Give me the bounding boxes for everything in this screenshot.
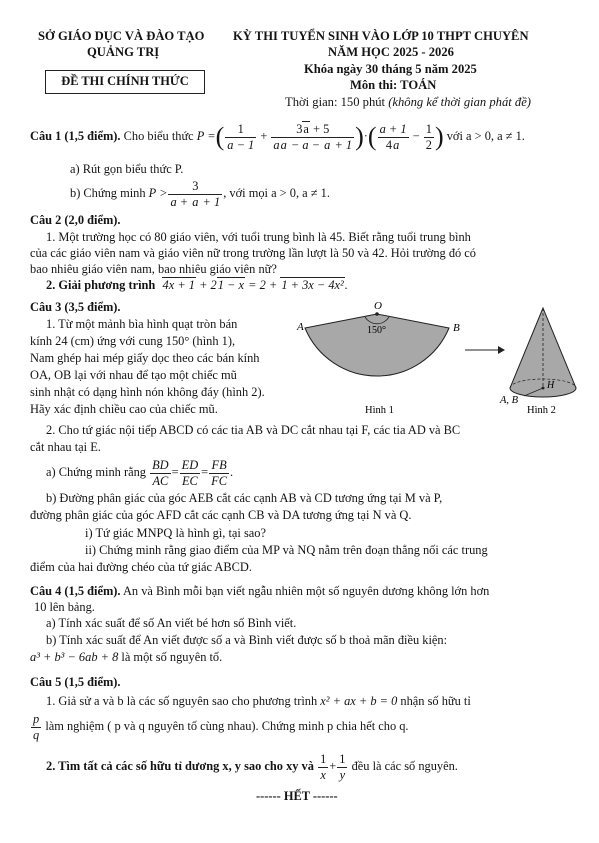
q5-title: Câu 5 (1,5 điểm). <box>30 675 121 689</box>
q5-equation: x² + ax + b = 0 <box>320 694 398 708</box>
q1-statement: Câu 1 (1,5 điểm). Cho biểu thức P = ( $\frac{1}{a - 1}$ + $\frac{3a + 5}{aa - a - a + 1}$ ) · ( $\frac{a + 1}{4a}$ − $\frac{1}{2}$ ) với a > 0, a ≠ 1. <box>30 122 525 152</box>
q3-p1-line6: Hãy xác định chiều cao của chiếc mũ. <box>30 402 218 416</box>
fig1-caption: Hình 1 <box>365 405 394 416</box>
q3-b-line2: đường phân giác của góc AFD cắt các cạnh CB và DA tương ứng tại N và Q. <box>30 508 412 522</box>
arrow-icon <box>465 346 505 354</box>
q4-b-line2 <box>30 650 222 666</box>
exam-date: Khóa ngày 30 tháng 5 năm 2025 <box>304 62 477 76</box>
q5-p1-post: nhận số hữu tỉ <box>400 694 471 708</box>
q3-p1-line1: 1. Từ một mảnh bìa hình quạt tròn bán <box>46 317 238 331</box>
q5-p2-post: đều là các số nguyên. <box>351 759 458 774</box>
official-exam-box: ĐỀ THI CHÍNH THỨC <box>45 70 205 94</box>
fig2-cone <box>510 308 576 397</box>
q3-b-line1: b) Đường phân giác của góc AEB cắt các cạnh AB và CD tương ứng tại M và P, <box>46 491 443 505</box>
q1-condition: với a > 0, a ≠ 1. <box>446 129 525 144</box>
q3-p2-line2: cắt nhau tại E. <box>30 440 101 454</box>
q1-title: Câu 1 (1,5 điểm). <box>30 129 121 144</box>
q4-line1 <box>30 584 489 600</box>
q4-title: Câu 4 (1,5 điểm). <box>30 584 121 598</box>
q3-b-ii-line2: điểm của hai đường chéo của tứ giác ABCD. <box>30 560 252 574</box>
label-B: B <box>453 322 460 334</box>
q2-p1-line2: của các giáo viên nam và giáo viên nữ trong trường lần lượt là 50 và 42. Hỏi trường đó có <box>30 246 477 260</box>
q2-part-2 <box>46 278 348 294</box>
label-A: A <box>297 321 304 333</box>
q3-title: Câu 3 (3,5 điểm). <box>30 300 121 314</box>
q5-p1-line1 <box>46 694 471 710</box>
q5-part-2: 2. Tìm tất cả các số hữu tỉ dương x, y sao cho xy và $\frac{1}{x}$ + $\frac{1}{y}$ đều là các số nguyên. <box>46 752 458 782</box>
q3-figures <box>295 300 580 418</box>
q1-expression: P = <box>196 129 216 144</box>
q3-p1-line3: Nam ghép hai mép giấy dọc theo các bán kính <box>30 351 260 365</box>
fig1-sector <box>305 312 449 376</box>
label-O: O <box>374 300 382 312</box>
subject: Môn thi: TOÁN <box>350 78 437 92</box>
q4-intro: An và Bình mỗi bạn viết ngẫu nhiên một số nguyên dương không lớn hơn <box>122 584 490 598</box>
q4-part-a: a) Tính xác suất để số An viết bé hơn số Bình viết. <box>46 616 297 630</box>
q5-p1-pre: 1. Giả sử a và b là các số nguyên sao cho phương trình <box>46 694 318 708</box>
q2-p1-line1: 1. Một trường học có 80 giáo viên, với tuổi trung bình là 45. Biết rằng tuổi trung bình <box>46 230 471 244</box>
exam-time <box>285 95 531 111</box>
q1-part-b: b) Chứng minh P > $\frac{3}{a + a + 1}$ , với mọi a > 0, a ≠ 1. <box>70 179 330 209</box>
label-AB: A, B <box>500 395 519 406</box>
q3-b-i: i) Tứ giác MNPQ là hình gì, tại sao? <box>85 526 266 540</box>
exam-title: KỲ THI TUYỂN SINH VÀO LỚP 10 THPT CHUYÊN <box>233 29 529 43</box>
fig2-caption: Hình 2 <box>527 405 556 416</box>
time-label: Thời gian: 150 phút <box>285 95 386 109</box>
q3-p1-line2: kính 24 (cm) ứng với cung 150° (hình 1), <box>30 334 236 348</box>
q5-p2-pre: 2. Tìm tất cả các số hữu tỉ dương x, y sao cho xy và <box>46 759 314 774</box>
q1-intro: Cho biểu thức <box>123 129 194 144</box>
q1-b-pre: b) Chứng minh <box>70 186 146 201</box>
q4-expression: a³ + b³ − 6ab + 8 <box>30 650 119 664</box>
label-angle: 150° <box>367 325 386 336</box>
q1-b-post: , với mọi a > 0, a ≠ 1. <box>223 186 330 201</box>
q3-p1-line5: sinh nhật có dạng hình nón không đáy (hình 2). <box>30 385 265 399</box>
time-note: (không kể thời gian phát đề) <box>388 95 531 109</box>
q4-b-line2-text: là một số nguyên tố. <box>121 650 223 664</box>
q3-part-a: a) Chứng minh rằng $\frac{BD}{AC}$ = $\frac{ED}{EC}$ = $\frac{FB}{FC}$ . <box>46 458 234 488</box>
q4-b-line1: b) Tính xác suất để An viết được số a và Bình viết được số b thoả mãn điều kiện: <box>46 633 448 647</box>
q3-b-ii-line1: ii) Chứng minh rằng giao điểm của MP và NQ nằm trên đoạn thẳng nối các trung <box>85 543 488 557</box>
q2-p1-line3: bao nhiêu giáo viên nam, bao nhiêu giáo viên nữ? <box>30 262 277 276</box>
province-name: QUẢNG TRỊ <box>87 45 160 59</box>
q2-title: Câu 2 (2,0 điểm). <box>30 213 121 227</box>
school-year: NĂM HỌC 2025 - 2026 <box>328 45 454 59</box>
q4-line2: 10 lên bảng. <box>34 600 95 614</box>
label-H: H <box>547 380 555 391</box>
q2-equation: 4x + 1 + 21 − x = 2 + 1 + 3x − 4x². <box>162 278 348 292</box>
q5-p1-line2-text: làm nghiệm ( p và q nguyên tố cùng nhau). Chứng minh p chia hết cho q. <box>45 719 409 734</box>
q5-p1-line2: $\frac{p}{q}$ làm nghiệm ( p và q nguyên tố cùng nhau). Chứng minh p chia hết cho q. <box>33 712 409 742</box>
q3-p1-line4: OA, OB lại với nhau để tạo một chiếc mũ <box>30 368 237 382</box>
q3-a-pre: a) Chứng minh rằng <box>46 465 146 480</box>
end-marker: ------ HẾT ------ <box>256 789 338 803</box>
q1-part-a: a) Rút gọn biểu thức P. <box>70 162 184 176</box>
q2-p2: 2. Giải phương trình <box>46 278 156 292</box>
dept-name: SỞ GIÁO DỤC VÀ ĐÀO TẠO <box>38 29 205 43</box>
q3-p2-line1: 2. Cho tứ giác nội tiếp ABCD có các tia AB và DC cắt nhau tại F, các tia AD và BC <box>46 423 461 437</box>
